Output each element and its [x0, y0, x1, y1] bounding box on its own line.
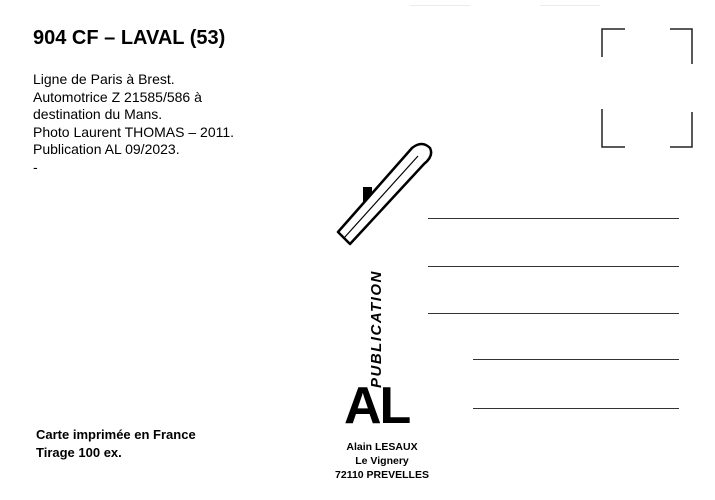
- logo-publication-text: PUBLICATION: [368, 270, 385, 388]
- publisher-place: Le Vignery: [355, 455, 409, 467]
- address-line: [428, 266, 679, 267]
- stamp-corner-bottom-left: [602, 109, 625, 147]
- card-title: 904 CF – LAVAL (53): [33, 27, 226, 49]
- address-line: [473, 408, 679, 409]
- publisher-name: Alain LESAUX: [346, 441, 418, 453]
- description-line: Automotrice Z 21585/586 à: [33, 88, 202, 105]
- address-line: [428, 313, 679, 314]
- logo-al-text: AL: [344, 377, 410, 435]
- card-description: [33, 71, 333, 176]
- description-line: -: [33, 158, 38, 175]
- faint-top-line: [410, 5, 470, 6]
- stamp-corner-top-right: [670, 29, 692, 64]
- address-line: [428, 218, 679, 219]
- description-line: Ligne de Paris à Brest.: [33, 71, 175, 87]
- printed-in-label: Carte imprimée en France: [36, 427, 196, 442]
- description-line: Photo Laurent THOMAS – 2011.: [33, 123, 235, 140]
- description-line: Publication AL 09/2023.: [33, 141, 180, 157]
- address-line: [473, 359, 679, 360]
- faint-top-line: [540, 5, 600, 6]
- print-run-label: Tirage 100 ex.: [36, 445, 122, 460]
- stamp-corner-top-left: [602, 29, 625, 57]
- publisher-address: [318, 440, 446, 482]
- stamp-box: [600, 27, 695, 149]
- pencil-icon: [338, 144, 431, 244]
- publisher-postal: 72110 PREVELLES: [335, 469, 429, 481]
- stamp-corner-bottom-right: [670, 112, 692, 147]
- description-line: destination du Mans.: [33, 106, 163, 122]
- print-info: [36, 426, 196, 462]
